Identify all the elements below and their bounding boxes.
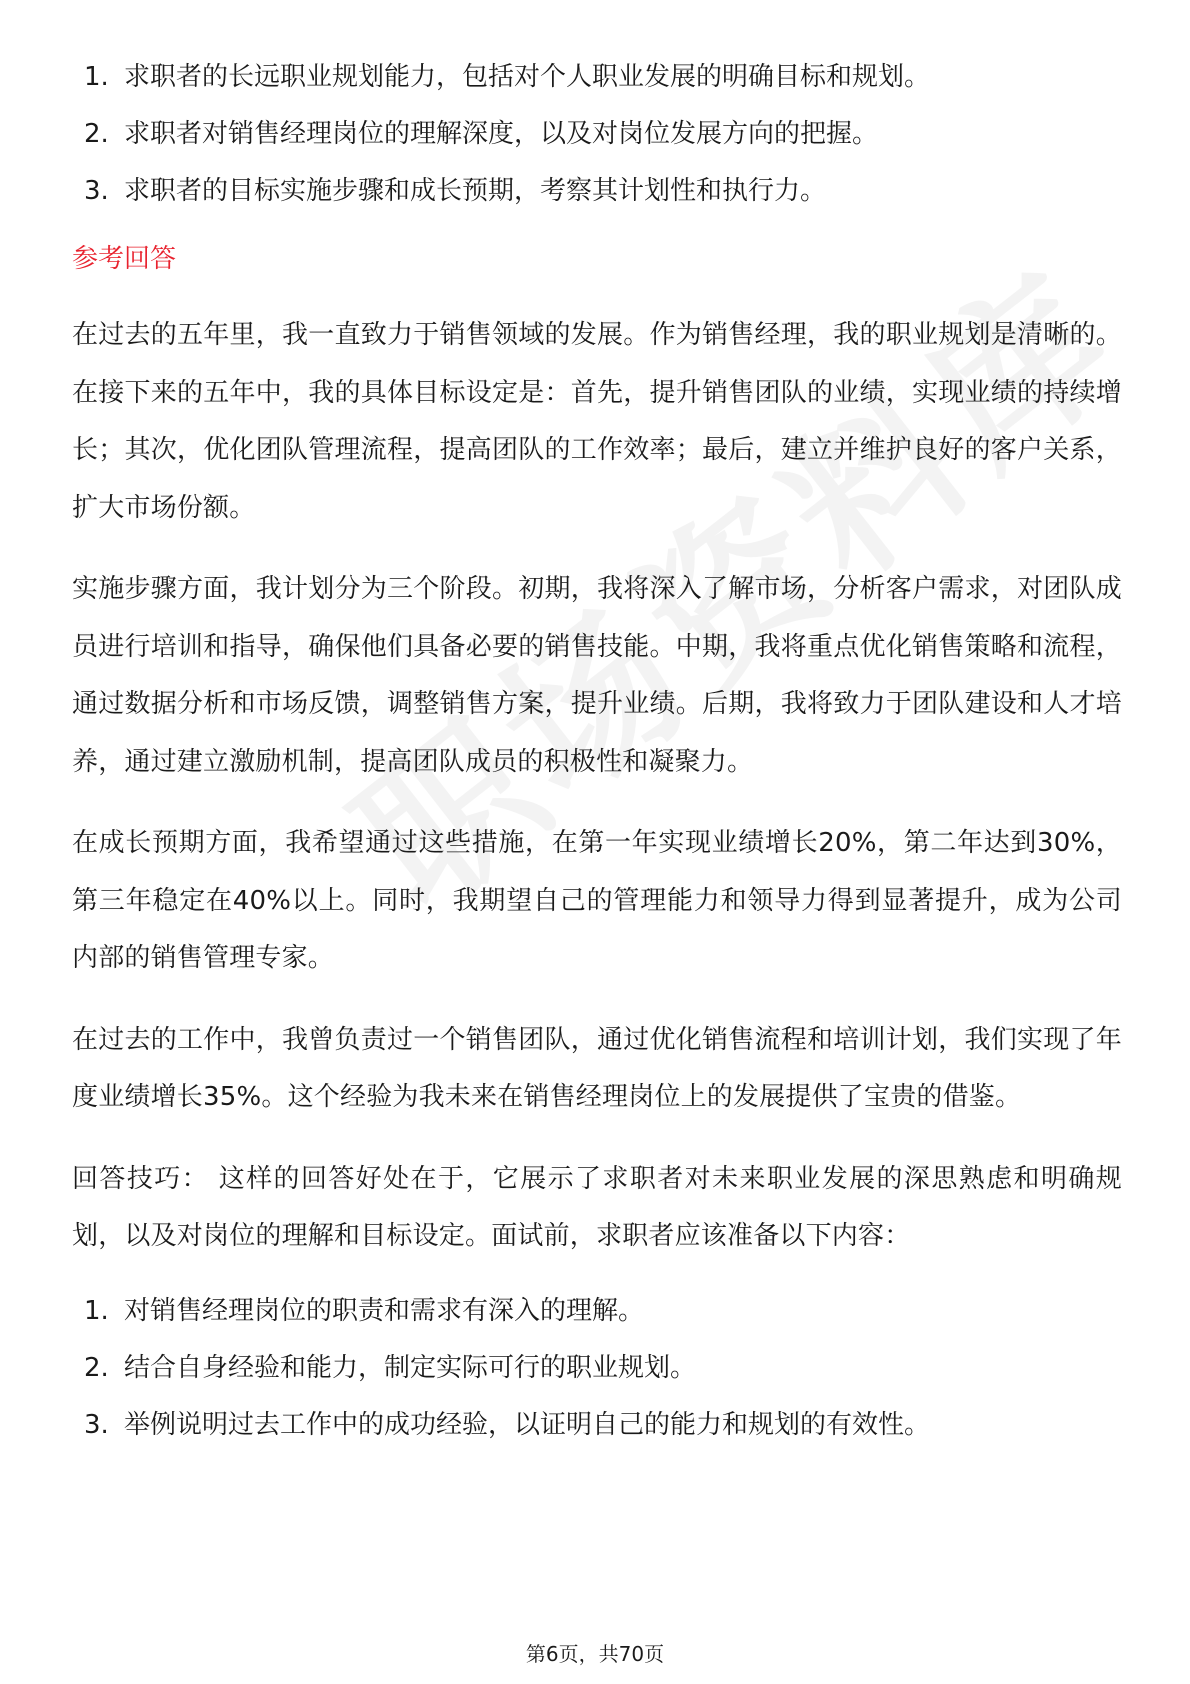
list-item	[72, 115, 1122, 172]
list-item	[72, 172, 1122, 229]
list-item-text: 举例说明过去工作中的成功经验，以证明自己的能力和规划的有效性。	[124, 1409, 931, 1440]
answer-paragraph: 在过去的五年里，我一直致力于销售领域的发展。作为销售经理，我的职业规划是清晰的。在接下来的五年中，我的具体目标设定是：首先，提升销售团队的业绩，实现业绩的持续增长；其次，优化团队管理流程，提高团队的工作效率；最后，建立并维护良好的客户关系，扩大市场份额。	[72, 320, 1122, 523]
list-number: 3.	[84, 1409, 109, 1440]
page-number-footer: 第6页，共70页	[525, 1642, 665, 1666]
list-item-text: 结合自身经验和能力，制定实际可行的职业规划。	[124, 1352, 697, 1383]
answer-paragraph: 在成长预期方面，我希望通过这些措施，在第一年实现业绩增长20%，第二年达到30%，第三年稳定在40%以上。同时，我期望自己的管理能力和领导力得到显著提升，成为公司内部的销售管理专家。	[72, 828, 1122, 973]
list-item-text: 对销售经理岗位的职责和需求有深入的理解。	[124, 1295, 645, 1326]
list-number: 3.	[84, 176, 109, 206]
answer-paragraph: 在过去的工作中，我曾负责过一个销售团队，通过优化销售流程和培训计划，我们实现了年度业绩增长35%。这个经验为我未来在销售经理岗位上的发展提供了宝贵的借鉴。	[72, 1024, 1122, 1112]
answer-paragraph: 实施步骤方面，我计划分为三个阶段。初期，我将深入了解市场，分析客户需求，对团队成员进行培训和指导，确保他们具备必要的销售技能。中期，我将重点优化销售策略和流程，通过数据分析和市场反馈，调整销售方案，提升业绩。后期，我将致力于团队建设和人才培养，通过建立激励机制，提高团队成员的积极性和凝聚力。	[72, 574, 1122, 777]
list-item-text: 求职者对销售经理岗位的理解深度，以及对岗位发展方向的把握。	[124, 119, 879, 149]
list-item-text: 求职者的目标实施步骤和成长预期，考察其计划性和执行力。	[124, 176, 827, 206]
list-item	[72, 1292, 1122, 1349]
list-number: 2.	[84, 1352, 109, 1383]
evaluation-points-list	[72, 58, 1122, 229]
list-number: 1.	[84, 1295, 109, 1326]
tips-paragraph: 回答技巧： 这样的回答好处在于，它展示了求职者对未来职业发展的深思熟虑和明确规划，以及对岗位的理解和目标设定。面试前，求职者应该准备以下内容：	[72, 1163, 1122, 1251]
list-number: 1.	[84, 62, 109, 92]
preparation-list	[72, 1292, 1122, 1463]
list-item	[72, 1406, 1122, 1463]
list-item	[72, 1349, 1122, 1406]
page-content	[72, 58, 1122, 1463]
list-item	[72, 58, 1122, 115]
list-number: 2.	[84, 119, 109, 149]
list-item-text: 求职者的长远职业规划能力，包括对个人职业发展的明确目标和规划。	[124, 62, 931, 92]
section-heading: 参考回答	[72, 244, 177, 274]
